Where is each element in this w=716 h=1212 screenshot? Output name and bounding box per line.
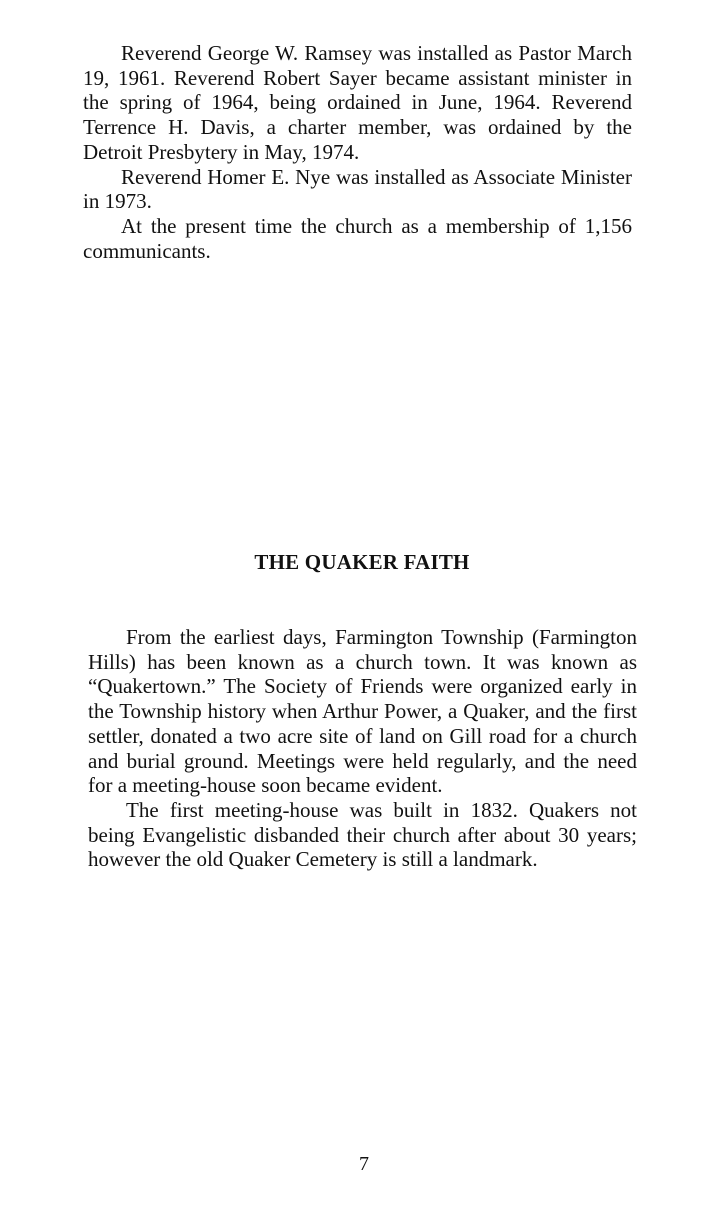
paragraph-pastors: Reverend George W. Ramsey was installed as Pastor March 19, 1961. Reverend Robert Sayer became assistant minister in the spring of 1964, being ordained in June, 1964. Reverend Terrence H. Davis, a charter member, was ordained by the Detroit Presbytery in May, 1974. <box>83 41 632 164</box>
section-heading: THE QUAKER FAITH <box>254 550 470 574</box>
page-number: 7 <box>359 1153 369 1175</box>
pastor-history-text <box>83 41 632 263</box>
paragraph-membership: At the present time the church as a membership of 1,156 communicants. <box>83 213 632 263</box>
quaker-faith-text <box>88 625 637 872</box>
paragraph-associate-minister: Reverend Homer E. Nye was installed as Associate Minister in 1973. <box>83 164 632 214</box>
paragraph-quakertown: From the earliest days, Farmington Township (Farmington Hills) has been known as a church town. It was known as “Quakertown.” The Society of Friends were organized early in the Township history when Arthur Power, a Quaker, and the first settler, donated a two acre site of land on Gill road for a church and burial ground. Meetings were held regularly, and the need for a meeting-house soon became evident. <box>88 625 637 798</box>
paragraph-meeting-house: The first meeting-house was built in 1832. Quakers not being Evangelistic disbanded their church after about 30 years; however the old Quaker Cemetery is still a landmark. <box>88 797 637 872</box>
